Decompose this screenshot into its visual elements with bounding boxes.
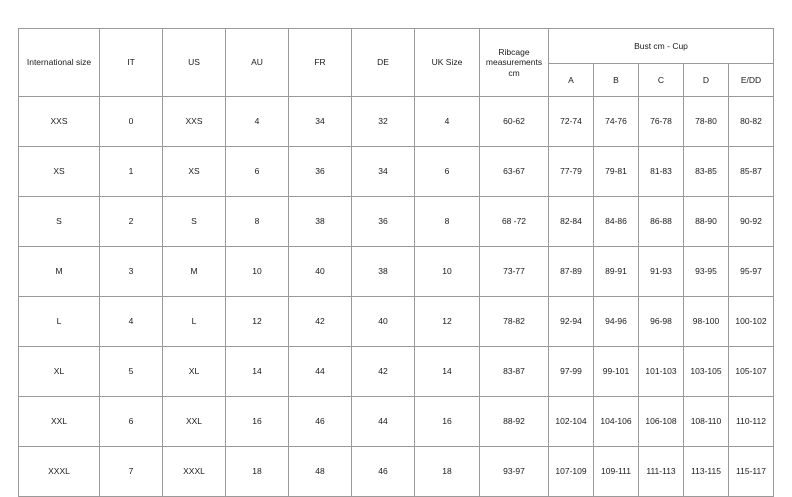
cell-de: 36 xyxy=(352,197,415,247)
cell-international-size: M xyxy=(19,247,100,297)
cell-cup-c: 106-108 xyxy=(639,397,684,447)
table-row xyxy=(19,447,774,497)
cell-cup-a: 87-89 xyxy=(549,247,594,297)
cell-fr: 48 xyxy=(289,447,352,497)
column-header-bust-cup-group: Bust cm - Cup xyxy=(549,29,774,64)
cell-it: 2 xyxy=(100,197,163,247)
cell-cup-a: 107-109 xyxy=(549,447,594,497)
cell-au: 8 xyxy=(226,197,289,247)
cell-au: 4 xyxy=(226,97,289,147)
cell-cup-d: 78-80 xyxy=(684,97,729,147)
cell-cup-edd: 105-107 xyxy=(729,347,774,397)
cell-cup-edd: 90-92 xyxy=(729,197,774,247)
cell-cup-edd: 100-102 xyxy=(729,297,774,347)
cell-cup-b: 74-76 xyxy=(594,97,639,147)
cell-uk: 14 xyxy=(415,347,480,397)
column-header-cup-d: D xyxy=(684,64,729,97)
cell-cup-d: 108-110 xyxy=(684,397,729,447)
cell-de: 44 xyxy=(352,397,415,447)
cell-au: 12 xyxy=(226,297,289,347)
cell-ribcage: 88-92 xyxy=(480,397,549,447)
cell-cup-c: 91-93 xyxy=(639,247,684,297)
cell-cup-a: 72-74 xyxy=(549,97,594,147)
cell-cup-edd: 110-112 xyxy=(729,397,774,447)
column-header-us: US xyxy=(163,29,226,97)
cell-au: 10 xyxy=(226,247,289,297)
cell-cup-c: 111-113 xyxy=(639,447,684,497)
cell-fr: 42 xyxy=(289,297,352,347)
column-header-cup-edd: E/DD xyxy=(729,64,774,97)
cell-fr: 40 xyxy=(289,247,352,297)
cell-us: XL xyxy=(163,347,226,397)
cell-de: 38 xyxy=(352,247,415,297)
cell-cup-a: 92-94 xyxy=(549,297,594,347)
cell-cup-edd: 85-87 xyxy=(729,147,774,197)
table-body xyxy=(19,97,774,497)
cell-cup-b: 79-81 xyxy=(594,147,639,197)
column-header-international-size xyxy=(19,29,100,97)
cell-cup-c: 81-83 xyxy=(639,147,684,197)
size-chart-table xyxy=(18,28,774,497)
column-header-de: DE xyxy=(352,29,415,97)
cell-cup-b: 104-106 xyxy=(594,397,639,447)
cell-international-size: L xyxy=(19,297,100,347)
column-header-ribcage: Ribcage measurements cm xyxy=(480,29,549,97)
cell-au: 14 xyxy=(226,347,289,397)
cell-fr: 36 xyxy=(289,147,352,197)
cell-cup-b: 94-96 xyxy=(594,297,639,347)
cell-us: M xyxy=(163,247,226,297)
cell-it: 3 xyxy=(100,247,163,297)
table-row xyxy=(19,147,774,197)
cell-uk: 6 xyxy=(415,147,480,197)
cell-us: XXL xyxy=(163,397,226,447)
cell-it: 1 xyxy=(100,147,163,197)
column-header-it: IT xyxy=(100,29,163,97)
cell-ribcage: 68 -72 xyxy=(480,197,549,247)
cell-cup-c: 76-78 xyxy=(639,97,684,147)
cell-ribcage: 93-97 xyxy=(480,447,549,497)
cell-cup-b: 89-91 xyxy=(594,247,639,297)
cell-international-size: XXXL xyxy=(19,447,100,497)
cell-cup-d: 103-105 xyxy=(684,347,729,397)
cell-international-size: XXL xyxy=(19,397,100,447)
cell-cup-d: 88-90 xyxy=(684,197,729,247)
cell-cup-d: 98-100 xyxy=(684,297,729,347)
cell-us: XXS xyxy=(163,97,226,147)
cell-it: 6 xyxy=(100,397,163,447)
column-header-fr: FR xyxy=(289,29,352,97)
table-row xyxy=(19,397,774,447)
cell-uk: 12 xyxy=(415,297,480,347)
cell-cup-c: 96-98 xyxy=(639,297,684,347)
cell-cup-d: 83-85 xyxy=(684,147,729,197)
cell-it: 4 xyxy=(100,297,163,347)
cell-us: XS xyxy=(163,147,226,197)
cell-cup-c: 101-103 xyxy=(639,347,684,397)
cell-cup-edd: 115-117 xyxy=(729,447,774,497)
column-header-cup-b: B xyxy=(594,64,639,97)
table-row xyxy=(19,247,774,297)
table-row xyxy=(19,347,774,397)
cell-uk: 16 xyxy=(415,397,480,447)
cell-cup-b: 109-111 xyxy=(594,447,639,497)
cell-ribcage: 63-67 xyxy=(480,147,549,197)
cell-de: 32 xyxy=(352,97,415,147)
cell-it: 7 xyxy=(100,447,163,497)
cell-fr: 46 xyxy=(289,397,352,447)
cell-international-size: XXS xyxy=(19,97,100,147)
column-header-cup-c: C xyxy=(639,64,684,97)
cell-fr: 44 xyxy=(289,347,352,397)
cell-cup-a: 82-84 xyxy=(549,197,594,247)
cell-ribcage: 78-82 xyxy=(480,297,549,347)
cell-uk: 18 xyxy=(415,447,480,497)
cell-de: 34 xyxy=(352,147,415,197)
table-row xyxy=(19,197,774,247)
cell-uk: 4 xyxy=(415,97,480,147)
cell-fr: 38 xyxy=(289,197,352,247)
cell-international-size: S xyxy=(19,197,100,247)
cell-au: 6 xyxy=(226,147,289,197)
cell-international-size: XS xyxy=(19,147,100,197)
cell-it: 5 xyxy=(100,347,163,397)
cell-cup-a: 77-79 xyxy=(549,147,594,197)
cell-us: XXXL xyxy=(163,447,226,497)
cell-cup-d: 93-95 xyxy=(684,247,729,297)
cell-cup-d: 113-115 xyxy=(684,447,729,497)
cell-au: 18 xyxy=(226,447,289,497)
cell-uk: 10 xyxy=(415,247,480,297)
cell-cup-a: 102-104 xyxy=(549,397,594,447)
cell-cup-c: 86-88 xyxy=(639,197,684,247)
cell-ribcage: 83-87 xyxy=(480,347,549,397)
cell-uk: 8 xyxy=(415,197,480,247)
cell-cup-edd: 80-82 xyxy=(729,97,774,147)
cell-ribcage: 60-62 xyxy=(480,97,549,147)
cell-de: 46 xyxy=(352,447,415,497)
cell-us: S xyxy=(163,197,226,247)
table-row xyxy=(19,97,774,147)
cell-fr: 34 xyxy=(289,97,352,147)
cell-de: 40 xyxy=(352,297,415,347)
cell-it: 0 xyxy=(100,97,163,147)
column-header-au: AU xyxy=(226,29,289,97)
cell-de: 42 xyxy=(352,347,415,397)
cell-cup-b: 84-86 xyxy=(594,197,639,247)
cell-cup-b: 99-101 xyxy=(594,347,639,397)
cell-cup-edd: 95-97 xyxy=(729,247,774,297)
column-header-cup-a: A xyxy=(549,64,594,97)
table-header xyxy=(19,29,774,97)
table-row xyxy=(19,297,774,347)
cell-us: L xyxy=(163,297,226,347)
cell-cup-a: 97-99 xyxy=(549,347,594,397)
cell-international-size: XL xyxy=(19,347,100,397)
column-header-international-size-label: International size xyxy=(26,56,92,67)
table-header-row-primary xyxy=(19,29,774,64)
column-header-uk-size: UK Size xyxy=(415,29,480,97)
cell-au: 16 xyxy=(226,397,289,447)
cell-ribcage: 73-77 xyxy=(480,247,549,297)
